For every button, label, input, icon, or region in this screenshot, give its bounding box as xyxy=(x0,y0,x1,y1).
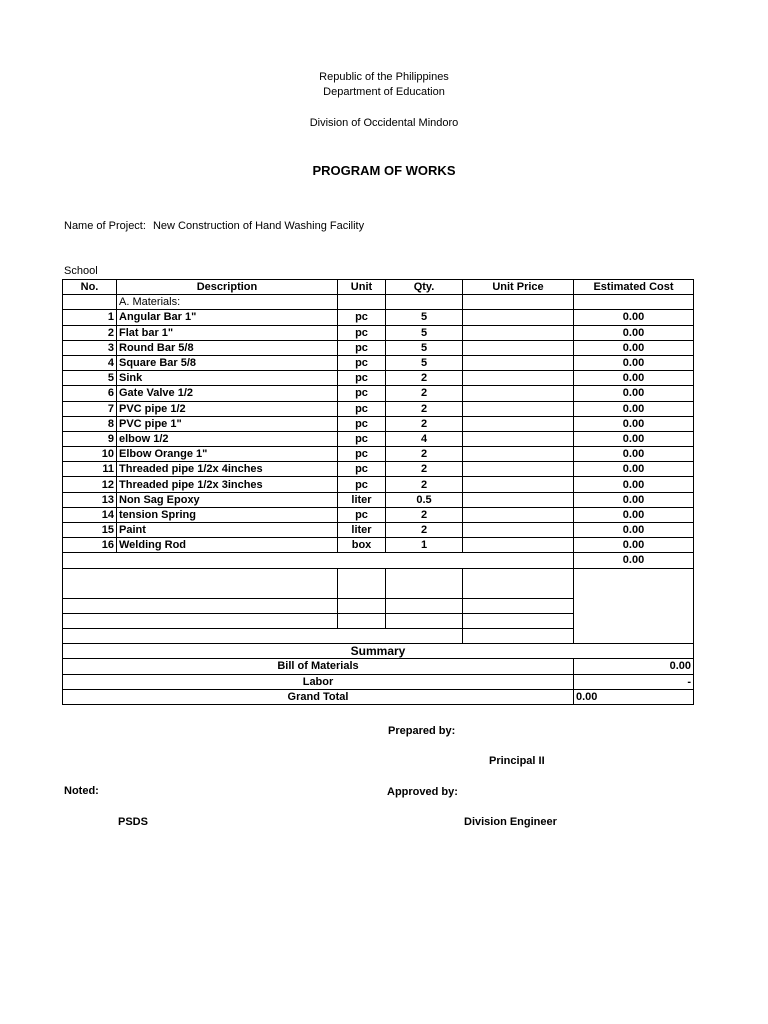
header-republic: Republic of the Philippines xyxy=(319,71,449,83)
item-description: Square Bar 5/8 xyxy=(117,355,338,370)
item-unit-price xyxy=(463,477,574,492)
item-unit: liter xyxy=(338,492,386,507)
labor-value: - xyxy=(574,674,694,689)
item-unit: pc xyxy=(338,477,386,492)
item-no: 1 xyxy=(63,310,117,325)
item-unit: pc xyxy=(338,386,386,401)
item-no: 13 xyxy=(63,492,117,507)
grand-total-value: 0.00 xyxy=(574,689,694,704)
table-row xyxy=(63,355,694,370)
item-qty: 2 xyxy=(386,523,463,538)
item-no: 6 xyxy=(63,386,117,401)
item-description: Welding Rod xyxy=(117,538,338,553)
summary-label: Summary xyxy=(63,644,694,659)
header-unit-price: Unit Price xyxy=(463,280,574,295)
item-unit-price xyxy=(463,386,574,401)
item-qty: 2 xyxy=(386,371,463,386)
grand-total-row-label: Grand Total xyxy=(63,689,574,704)
item-unit-price xyxy=(463,431,574,446)
item-estimated-cost: 0.00 xyxy=(574,538,694,553)
header-estimated-cost: Estimated Cost xyxy=(574,280,694,295)
item-estimated-cost: 0.00 xyxy=(574,523,694,538)
item-unit-price xyxy=(463,416,574,431)
item-qty: 2 xyxy=(386,462,463,477)
item-estimated-cost: 0.00 xyxy=(574,401,694,416)
header-unit: Unit xyxy=(338,280,386,295)
item-unit-price xyxy=(463,401,574,416)
item-qty: 2 xyxy=(386,477,463,492)
item-unit-price xyxy=(463,538,574,553)
item-unit: liter xyxy=(338,523,386,538)
summary-row xyxy=(63,644,694,659)
item-qty: 5 xyxy=(386,340,463,355)
bill-of-materials-row xyxy=(63,659,694,674)
item-unit: pc xyxy=(338,371,386,386)
item-no: 9 xyxy=(63,431,117,446)
item-estimated-cost: 0.00 xyxy=(574,462,694,477)
item-no: 2 xyxy=(63,325,117,340)
item-unit: pc xyxy=(338,447,386,462)
item-qty: 2 xyxy=(386,447,463,462)
item-no: 4 xyxy=(63,355,117,370)
item-estimated-cost: 0.00 xyxy=(574,386,694,401)
item-unit-price xyxy=(463,462,574,477)
header-department: Department of Education xyxy=(323,86,445,98)
item-description: Gate Valve 1/2 xyxy=(117,386,338,401)
program-of-works-table xyxy=(62,279,694,705)
item-estimated-cost: 0.00 xyxy=(574,416,694,431)
header-no: No. xyxy=(63,280,117,295)
item-unit: pc xyxy=(338,340,386,355)
table-row xyxy=(63,416,694,431)
item-unit: pc xyxy=(338,401,386,416)
item-unit: pc xyxy=(338,310,386,325)
item-qty: 1 xyxy=(386,538,463,553)
table-row xyxy=(63,507,694,522)
item-qty: 2 xyxy=(386,386,463,401)
table-row xyxy=(63,401,694,416)
item-unit-price xyxy=(463,310,574,325)
table-row xyxy=(63,325,694,340)
item-unit-price xyxy=(463,355,574,370)
psds-label: PSDS xyxy=(118,816,148,828)
item-no: 14 xyxy=(63,507,117,522)
table-header-row xyxy=(63,280,694,295)
item-no: 7 xyxy=(63,401,117,416)
item-no: 3 xyxy=(63,340,117,355)
page-title: PROGRAM OF WORKS xyxy=(312,163,456,178)
approved-by-label: Approved by: xyxy=(387,786,458,798)
item-description: PVC pipe 1/2 xyxy=(117,401,338,416)
item-no: 12 xyxy=(63,477,117,492)
item-description: tension Spring xyxy=(117,507,338,522)
labor-row-label: Labor xyxy=(63,674,574,689)
item-description: Threaded pipe 1/2x 4inches xyxy=(117,462,338,477)
blank-row xyxy=(63,628,694,643)
item-no: 11 xyxy=(63,462,117,477)
table-row xyxy=(63,340,694,355)
blank-row xyxy=(63,613,694,628)
item-unit-price xyxy=(463,492,574,507)
item-qty: 5 xyxy=(386,355,463,370)
project-label: Name of Project: xyxy=(64,220,146,232)
item-unit-price xyxy=(463,523,574,538)
item-description: Paint xyxy=(117,523,338,538)
item-qty: 2 xyxy=(386,507,463,522)
header-qty: Qty. xyxy=(386,280,463,295)
project-line xyxy=(64,220,364,232)
item-estimated-cost: 0.00 xyxy=(574,447,694,462)
header-division: Division of Occidental Mindoro xyxy=(309,117,459,129)
header-description: Description xyxy=(117,280,338,295)
item-description: Elbow Orange 1" xyxy=(117,447,338,462)
item-no: 16 xyxy=(63,538,117,553)
blank-row xyxy=(63,598,694,613)
item-unit-price xyxy=(463,447,574,462)
item-unit: pc xyxy=(338,431,386,446)
noted-label: Noted: xyxy=(64,785,99,797)
item-description: Sink xyxy=(117,371,338,386)
item-no: 8 xyxy=(63,416,117,431)
item-qty: 5 xyxy=(386,310,463,325)
labor-row xyxy=(63,674,694,689)
item-description: PVC pipe 1" xyxy=(117,416,338,431)
bill-of-materials-row-label: Bill of Materials xyxy=(63,659,574,674)
item-qty: 5 xyxy=(386,325,463,340)
item-estimated-cost: 0.00 xyxy=(574,310,694,325)
principal-label: Principal II xyxy=(489,755,545,767)
item-estimated-cost: 0.00 xyxy=(574,340,694,355)
item-no: 15 xyxy=(63,523,117,538)
item-description: Round Bar 5/8 xyxy=(117,340,338,355)
item-unit: box xyxy=(338,538,386,553)
item-estimated-cost: 0.00 xyxy=(574,477,694,492)
table-row xyxy=(63,492,694,507)
item-unit-price xyxy=(463,325,574,340)
table-row xyxy=(63,386,694,401)
school-label: School xyxy=(64,265,98,277)
item-estimated-cost: 0.00 xyxy=(574,371,694,386)
item-description: Angular Bar 1" xyxy=(117,310,338,325)
item-qty: 0.5 xyxy=(386,492,463,507)
item-unit-price xyxy=(463,371,574,386)
item-no: 5 xyxy=(63,371,117,386)
table-row xyxy=(63,310,694,325)
section-row xyxy=(63,295,694,310)
item-unit: pc xyxy=(338,325,386,340)
item-description: Non Sag Epoxy xyxy=(117,492,338,507)
item-unit-price xyxy=(463,340,574,355)
item-estimated-cost: 0.00 xyxy=(574,431,694,446)
blank-row xyxy=(63,568,694,598)
item-description: elbow 1/2 xyxy=(117,431,338,446)
item-unit: pc xyxy=(338,355,386,370)
division-engineer-label: Division Engineer xyxy=(464,816,557,828)
table-row xyxy=(63,523,694,538)
item-qty: 4 xyxy=(386,431,463,446)
prepared-by-label: Prepared by: xyxy=(388,725,456,737)
subtotal-row xyxy=(63,553,694,568)
item-description: Flat bar 1" xyxy=(117,325,338,340)
item-unit-price xyxy=(463,507,574,522)
table-row xyxy=(63,462,694,477)
table-row xyxy=(63,447,694,462)
bill-of-materials-value: 0.00 xyxy=(574,659,694,674)
table-row xyxy=(63,371,694,386)
project-name: New Construction of Hand Washing Facility xyxy=(152,220,365,232)
item-estimated-cost: 0.00 xyxy=(574,355,694,370)
materials-subtotal: 0.00 xyxy=(574,553,694,568)
item-estimated-cost: 0.00 xyxy=(574,325,694,340)
table-row xyxy=(63,477,694,492)
item-unit: pc xyxy=(338,416,386,431)
grand-total-row xyxy=(63,689,694,704)
item-description: Threaded pipe 1/2x 3inches xyxy=(117,477,338,492)
item-estimated-cost: 0.00 xyxy=(574,492,694,507)
table-row xyxy=(63,431,694,446)
item-qty: 2 xyxy=(386,416,463,431)
item-no: 10 xyxy=(63,447,117,462)
item-unit: pc xyxy=(338,462,386,477)
section-label: A. Materials: xyxy=(117,295,338,310)
table-row xyxy=(63,538,694,553)
item-unit: pc xyxy=(338,507,386,522)
item-estimated-cost: 0.00 xyxy=(574,507,694,522)
item-qty: 2 xyxy=(386,401,463,416)
